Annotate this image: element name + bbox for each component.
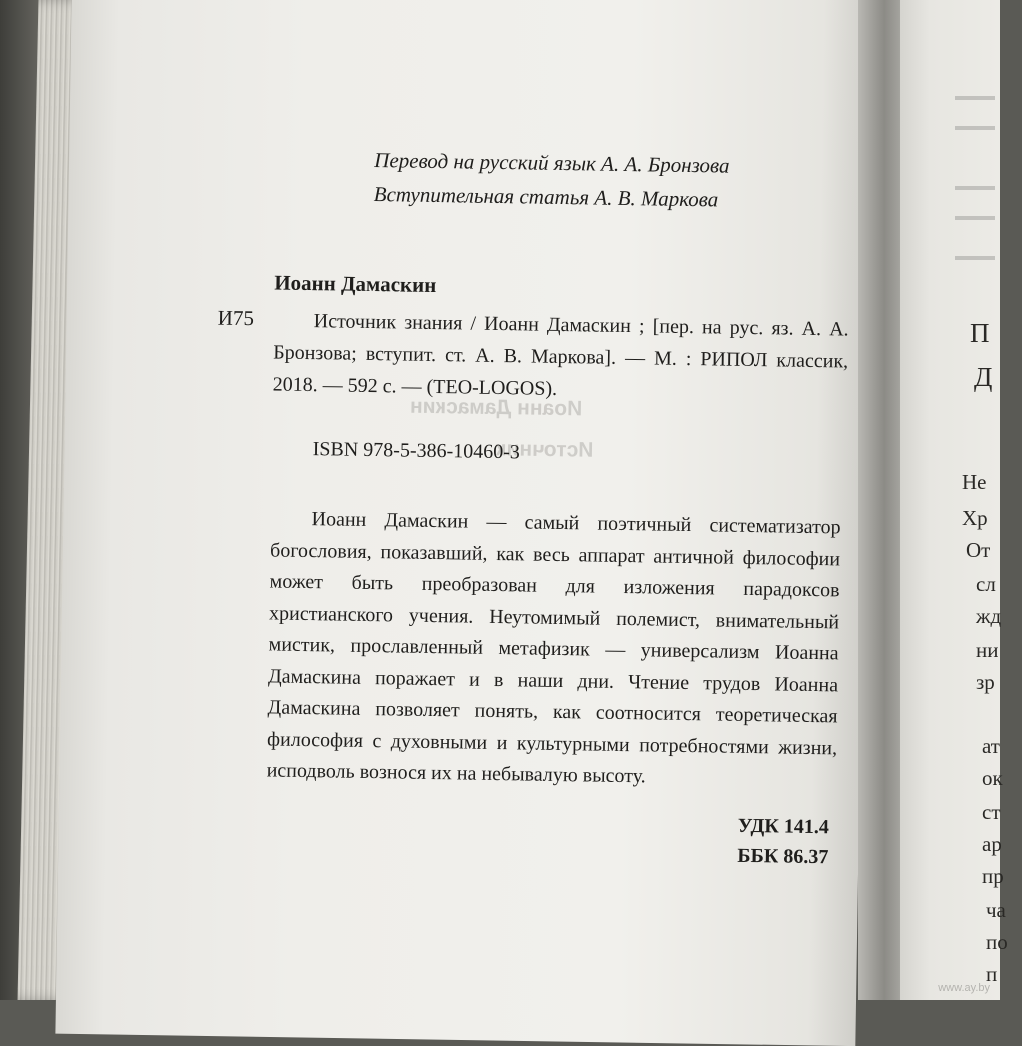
right-text-fragment: Не (962, 470, 987, 494)
isbn: ISBN 978-5-386-10460-3 (312, 438, 521, 464)
right-text-fragment: ат (982, 734, 1000, 758)
introduction-credit: Вступительная статья А. В. Маркова (373, 182, 719, 212)
bibliographic-entry: Источник знания / Иоанн Дамаскин ; [пер. на рус. яз. А. А. Бронзова; вступит. ст. А. В. Маркова]. — М. : РИПОЛ классик, 2018. — 592 с. — (TEO-LOGOS). (272, 310, 849, 400)
right-text-fragment: зр (976, 670, 995, 694)
right-text-fragment: по (986, 930, 1008, 954)
watermark: www.ay.by (938, 982, 990, 994)
classification-codes (737, 811, 829, 872)
right-heading-fragment: П (970, 318, 990, 348)
right-text-fragment: п (986, 962, 998, 986)
right-text-fragment: Хр (962, 506, 988, 530)
catalog-code: И75 (217, 305, 255, 331)
catalog-author: Иоанн Дамаскин (274, 270, 437, 298)
credits-block (373, 143, 729, 217)
annotation-paragraph: Иоанн Дамаскин — самый поэтичный систематизатор богословия, показавший, как весь аппарат античной философии может быть преобразован для изложения парадоксов христианского учения. Неутомимый полемист, внимательный мистик, прославленный метафизик — универсализм Иоанна Дамаскина поражает и в наши дни. Чтение трудов Иоанна Дамаскина позволяет понять, как соотносится теоретическая философия с духовными и культурными потребностями жизни, исподволь вознося их на небывалую высоту. (266, 508, 841, 788)
right-text-fragment: ча (986, 898, 1006, 922)
right-text-fragment: сл (976, 572, 996, 596)
right-text-fragment: ок (982, 766, 1003, 790)
right-text-fragment: ар (982, 832, 1002, 856)
bbk-code: ББК 86.37 (737, 844, 829, 869)
right-text-fragment: пр (982, 864, 1004, 888)
right-heading-fragment: Д (974, 362, 993, 392)
right-text-fragment: ни (976, 638, 999, 662)
right-page-text (962, 0, 1022, 1000)
right-text-fragment: ст (982, 800, 1001, 824)
translation-credit: Перевод на русский язык А. А. Бронзова (374, 148, 730, 178)
udk-code: УДК 141.4 (737, 814, 829, 839)
right-text-fragment: От (966, 538, 991, 562)
right-text-fragment: жд (976, 604, 1002, 628)
show-through-text-2: Источник (495, 437, 594, 462)
show-through-text-1: Иоанн Дамаскин (409, 394, 583, 421)
